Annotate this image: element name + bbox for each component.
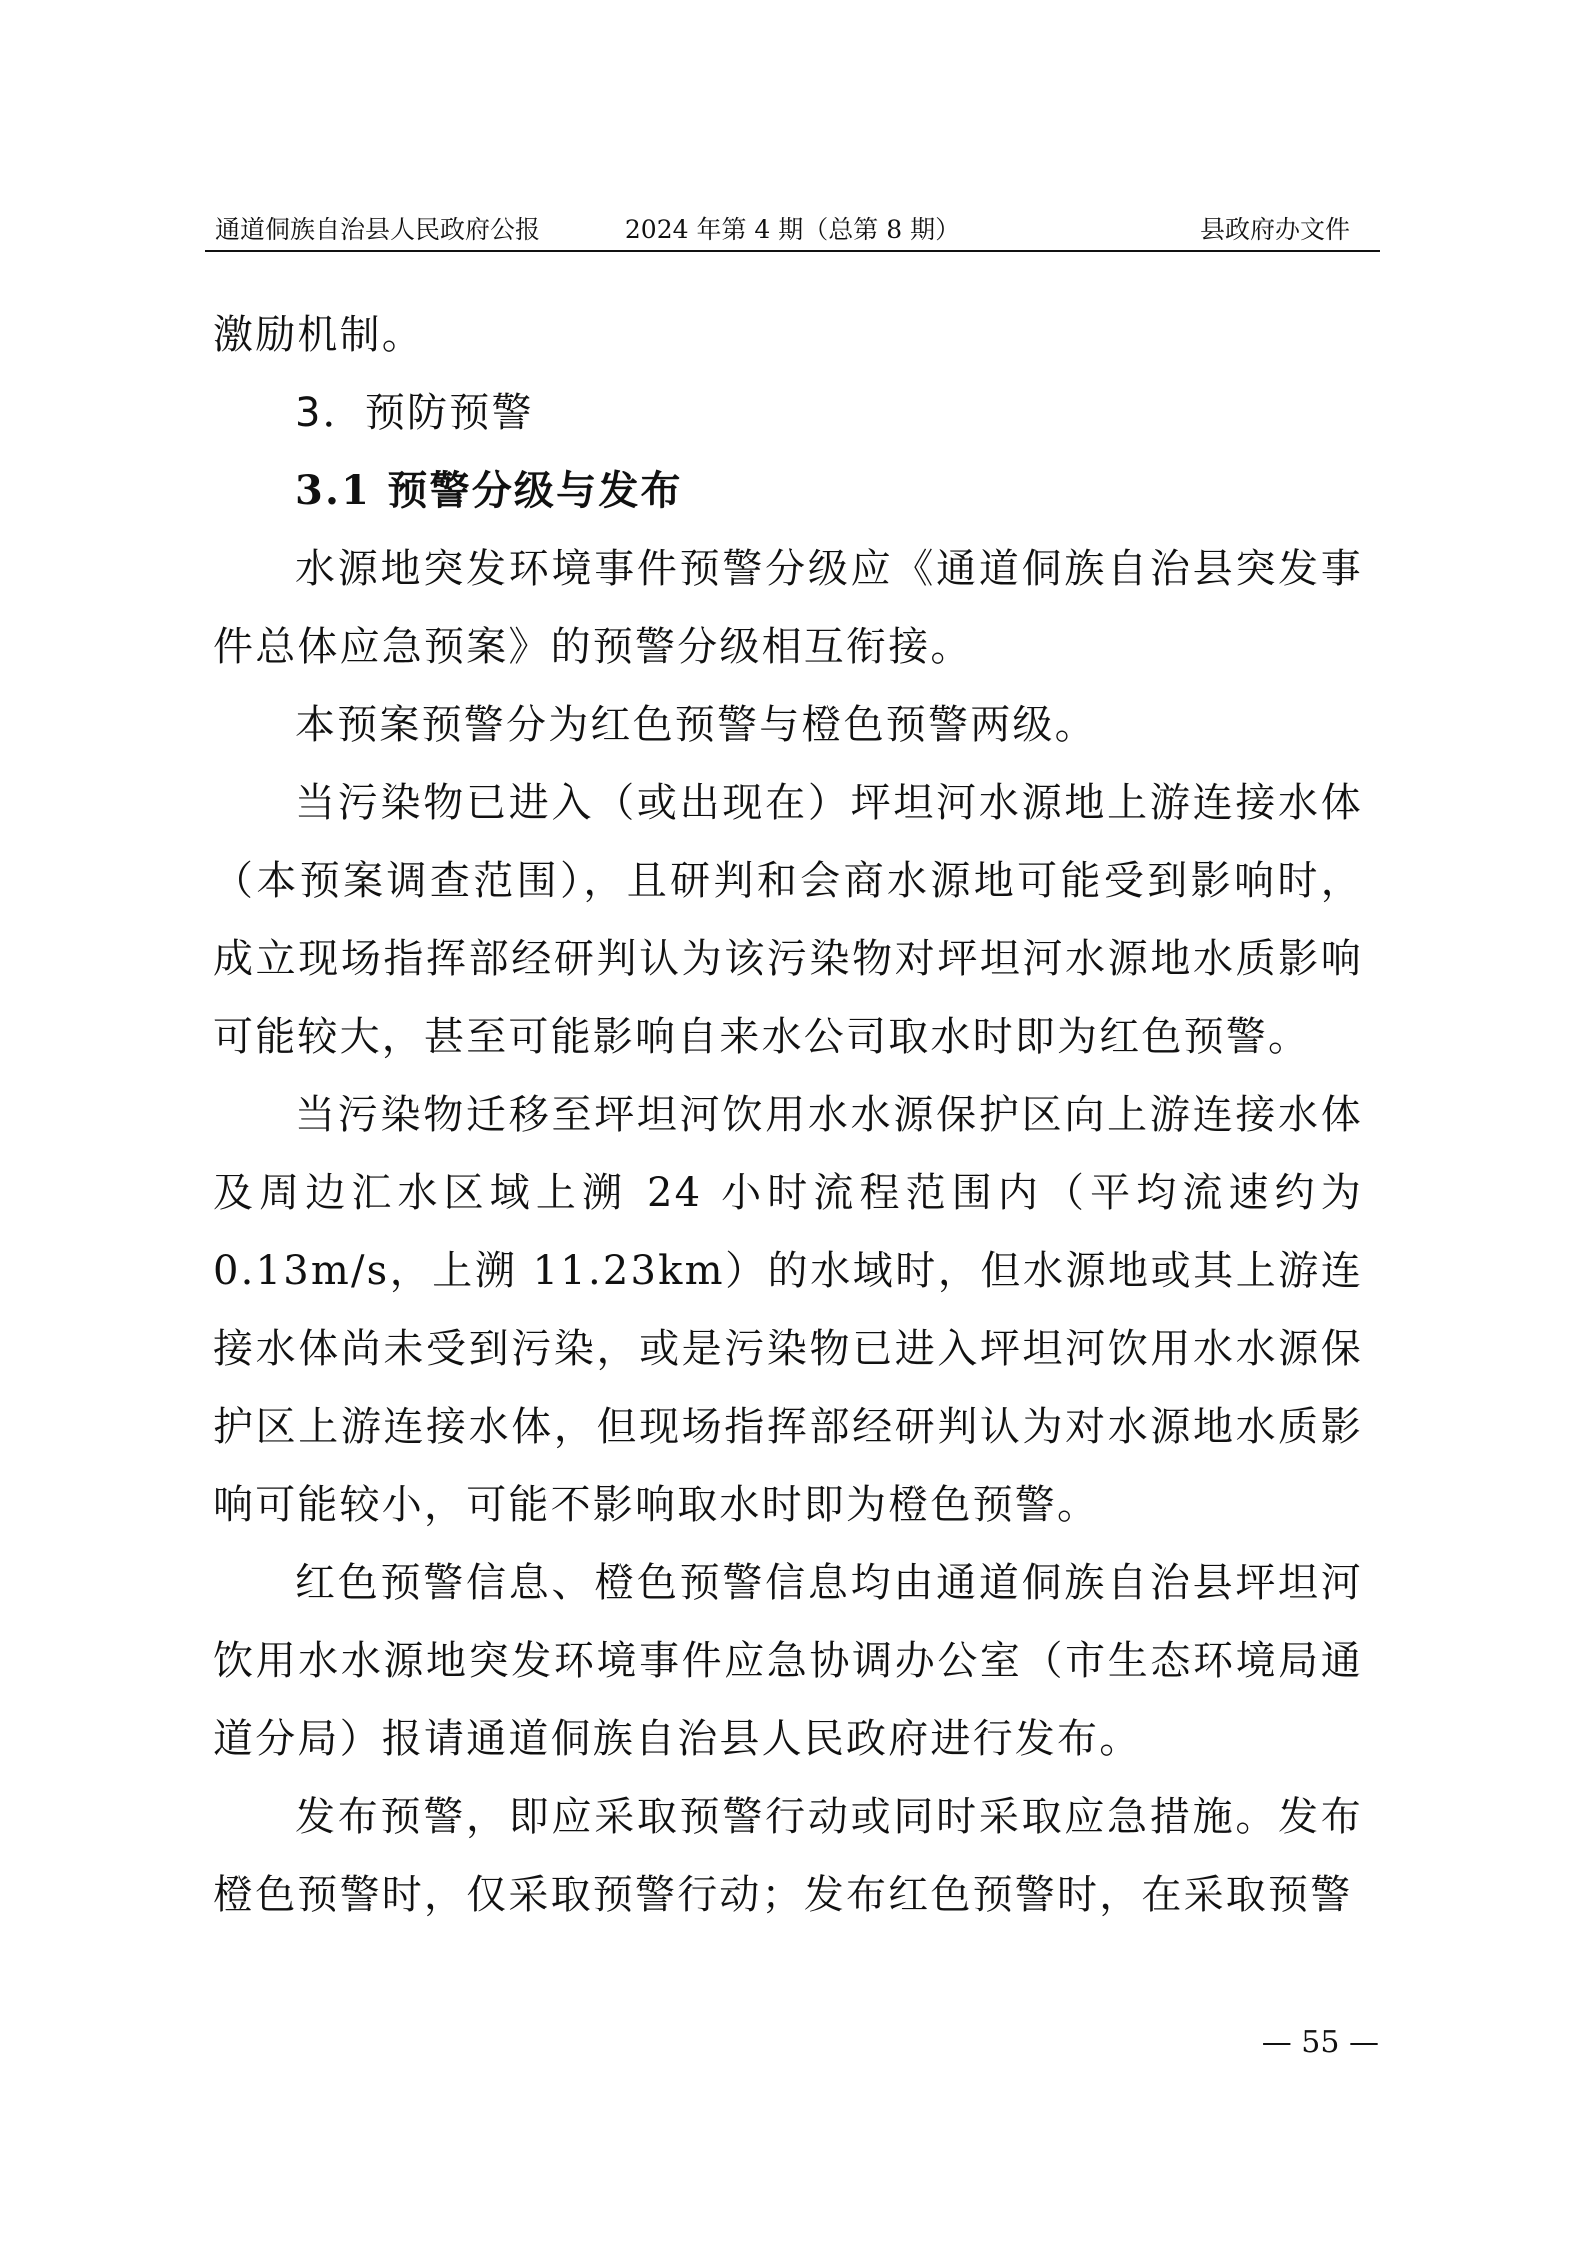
header-issue-number: 2024 年第 4 期（总第 8 期）	[624, 215, 961, 244]
header-rule	[205, 250, 1380, 252]
document-body	[213, 296, 1363, 1934]
paragraph: 当污染物迁移至坪坦河饮用水水源保护区向上游连接水体及周边汇水区域上溯 24 小时流程范围内（平均流速约为 0.13m/s，上溯 11.23km）的水域时，但水源地或其上游连接水体尚未受到污染，或是污染物已进入坪坦河饮用水水源保护区上游连接水体，但现场指挥部经研判认为对水源地水质影响可能较小，可能不影响取水时即为橙色预警。	[213, 1092, 1363, 1528]
running-header	[205, 212, 1380, 248]
page-number: — 55 —	[1261, 2025, 1379, 2060]
paragraph: 当污染物已进入（或出现在）坪坦河水源地上游连接水体（本预案调查范围），且研判和会商水源地可能受到影响时，成立现场指挥部经研判认为该污染物对坪坦河水源地水质影响可能较大，甚至可能影响自来水公司取水时即为红色预警。	[213, 780, 1363, 1060]
subsection-heading: 3.1 预警分级与发布	[295, 467, 683, 514]
section-heading: 3．预防预警	[295, 390, 534, 436]
paragraph-continuation: 激励机制。	[213, 312, 424, 358]
header-section-name: 县政府办文件	[1199, 215, 1350, 244]
paragraph: 水源地突发环境事件预警分级应《通道侗族自治县突发事件总体应急预案》的预警分级相互衔接。	[213, 546, 1363, 670]
paragraph: 红色预警信息、橙色预警信息均由通道侗族自治县坪坦河饮用水水源地突发环境事件应急协调办公室（市生态环境局通道分局）报请通道侗族自治县人民政府进行发布。	[213, 1560, 1363, 1762]
header-publication-title: 通道侗族自治县人民政府公报	[215, 215, 541, 244]
paragraph: 发布预警，即应采取预警行动或同时采取应急措施。发布橙色预警时，仅采取预警行动；发布红色预警时，在采取预警	[213, 1794, 1363, 1918]
paragraph: 本预案预警分为红色预警与橙色预警两级。	[295, 702, 1097, 748]
